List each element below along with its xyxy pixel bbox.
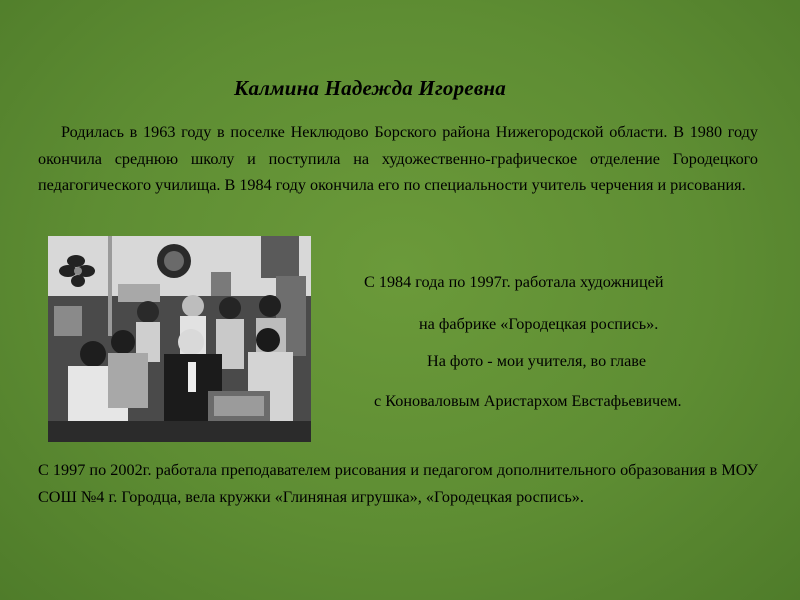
caption-line-work-period: С 1984 года по 1997г. работала художницей <box>364 273 664 291</box>
group-photo <box>48 236 311 442</box>
biography-paragraph-teaching: С 1997 по 2002г. работала преподавателем рисования и педагогом дополнительного образования в МОУ СОШ №4 г. Городца, вела кружки «Глиняная игрушка», «Городецкая роспись». <box>38 461 758 506</box>
caption-line-teacher-name: с Коноваловым Аристархом Евстафьевичем. <box>374 392 682 410</box>
caption-line-photo-teachers: На фото - мои учителя, во главе <box>427 352 647 370</box>
page-title: Калмина Надежда Игоревна <box>234 76 506 100</box>
biography-paragraph-birth: Родилась в 1963 году в поселке Неклюдово Борского района Нижегородской области. В 1980 году окончила среднюю школу и поступила на художественно-графическое отделение Городецкого педагогического училища. В 1984 году окончила его по специальности учитель черчения и рисования. <box>38 123 758 194</box>
caption-line-factory: на фабрике «Городецкая роспись». <box>419 315 659 333</box>
